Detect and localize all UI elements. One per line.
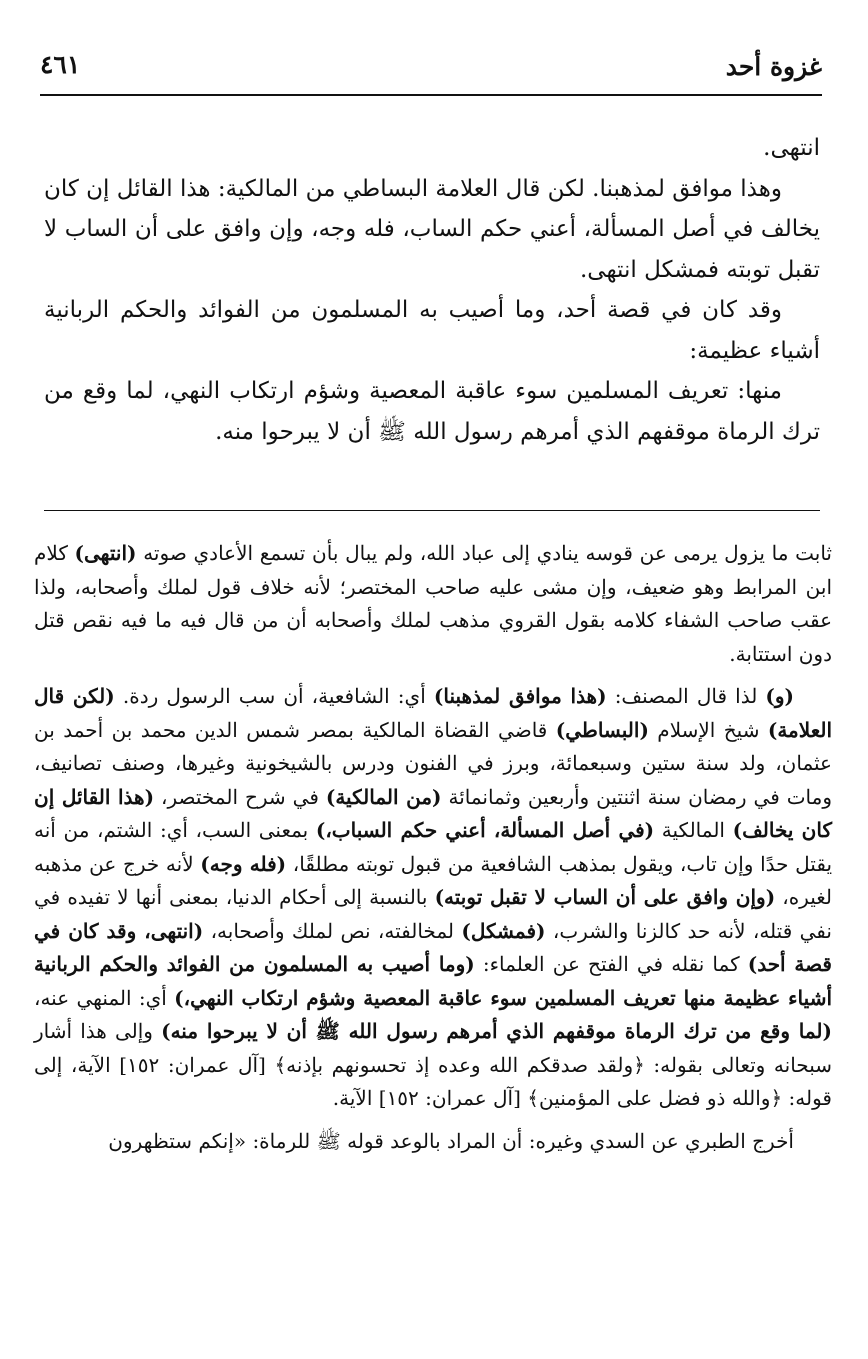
footnote-paragraph: أخرج الطبري عن السدي وغيره: أن المراد بالوعد قوله ﷺ للرماة: «إنكم ستظهرون xyxy=(108,1128,794,1153)
footnotes xyxy=(34,537,832,1167)
footnote-text: شيخ الإسلام xyxy=(648,717,768,742)
page-header xyxy=(40,44,822,92)
footnote-text: لذا قال المصنف: xyxy=(606,684,766,708)
footnote-bold-text: (وإن وافق على أن الساب لا تقبل توبته) xyxy=(434,885,776,909)
footnote-text: أي: الشافعية، أن سب الرسول ردة. xyxy=(114,684,434,708)
footnote-bold-text: (فله وجه) xyxy=(200,851,287,876)
footnote-bold-text: (و) xyxy=(765,684,795,708)
footnote-text: كلام ابن المرابط وهو ضعيف، وإن مشى عليه صاحب المختصر؛ لأنه خلاف قول لملك وأصحابه، ولذا عقب صاحب الشفاء كلامه بقول القروي مذهب لملك وأصحابه أن من قال فيه ما فيه نقص قتل دون استتابة. xyxy=(34,541,832,666)
footnote-bold-text: (هذا موافق لمذهبنا) xyxy=(433,684,607,708)
footnote-text: بالنسبة إلى أحكام الدنيا، بمعنى أنها لا تفيده في نفي قتله، لأنه حد كالزنا والشرب، xyxy=(34,885,832,943)
footnote-text: في شرح المختصر، xyxy=(154,784,326,809)
footnote-bold-text: (من المالكية) xyxy=(325,784,442,809)
header-rule xyxy=(40,94,822,96)
footnote-bold-text: (في أصل المسألة، أعني حكم السباب،) xyxy=(315,818,655,842)
footnote-text: كما نقله في الفتح عن العلماء: xyxy=(474,952,748,976)
footnote-bold-text: (لما وقع من ترك الرماة موقفهم الذي أمرهم رسول الله ﷺ أن لا يبرحوا منه) xyxy=(161,1019,832,1043)
footnote-text: قاضي القضاة المالكية بمصر شمس الدين محمد بن أحمد بن عثمان، ولد سنة ستين وسبعمائة، وبرز في الفنون ودرس بالشيخونية وغيرها، وصنف تصانيف، ومات في رمضان سنة اثنتين وأربعين وثمانمائة xyxy=(34,717,833,809)
footnote-bold-text: (انتهى، وقد كان في قصة أحد) xyxy=(34,918,832,976)
main-paragraph: وهذا موافق لمذهبنا. لكن قال العلامة البساطي من المالكية: هذا القائل إن كان يخالف في أصل المسألة، أعني حكم الساب، فله وجه، وإن وافق على أن الساب لا تقبل توبته فمشكل انتهى. xyxy=(44,175,820,283)
chapter-title: غزوة أحد xyxy=(725,52,822,81)
main-paragraph: منها: تعريف المسلمين سوء عاقبة المعصية وشؤم ارتكاب النهي، لما وقع من ترك الرماة موقفهم الذي أمرهم رسول الله ﷺ أن لا يبرحوا منه. xyxy=(44,378,820,445)
footnote-rule xyxy=(44,510,820,511)
main-paragraph: وقد كان في قصة أحد، وما أصيب به المسلمون من الفوائد والحكم الربانية أشياء عظيمة: xyxy=(44,297,820,364)
footnote-bold-text: (البساطي) xyxy=(555,717,649,742)
main-text xyxy=(44,128,820,452)
page-number: ٤٦١ xyxy=(40,50,81,79)
footnote-bold-text: (لكن قال العلامة) xyxy=(34,684,833,742)
footnote-paragraph xyxy=(34,680,832,1116)
footnote-bold-text: (انتهى) xyxy=(74,541,137,565)
footnote-text: وإلى هذا أشار سبحانه وتعالى بقوله: ﴿ولقد صدقكم الله وعده إذ تحسونهم بإذنه﴾ [آل عمران: ١٥٢] الآية، إلى قوله: ﴿والله ذو فضل على المؤمنين﴾ [آل عمران: ١٥٢] الآية. xyxy=(34,1019,832,1110)
footnote-text: المالكية xyxy=(654,818,733,842)
footnote-bold-text: (وما أصيب به المسلمون من الفوائد والحكم الربانية أشياء عظيمة منها تعريف المسلمين سوء عاقبة المعصية وشؤم ارتكاب النهي،) xyxy=(34,952,833,1010)
main-paragraph: انتهى. xyxy=(763,135,820,161)
footnote-text: ثابت ما يزول يرمى عن قوسه ينادي إلى عباد الله، ولم يبال بأن تسمع الأعادي صوته xyxy=(136,541,832,565)
footnote-text: لمخالفته، نص لملك وأصحابه، xyxy=(203,918,462,943)
footnote-text: لأنه خرج عن مذهبه لغيره، xyxy=(34,851,832,909)
footnote-paragraph xyxy=(34,537,832,671)
footnote-text: بمعنى السب، أي: الشتم، من أنه يقتل حدًا وإن تاب، ويقول بمذهب الشافعية من قبول توبته مطلقًا، xyxy=(34,818,833,876)
footnote-bold-text: (فمشكل) xyxy=(461,918,546,943)
footnote-text: أي: المنهي عنه، xyxy=(34,985,175,1010)
footnote-bold-text: (هذا القائل إن كان يخالف) xyxy=(34,784,832,842)
